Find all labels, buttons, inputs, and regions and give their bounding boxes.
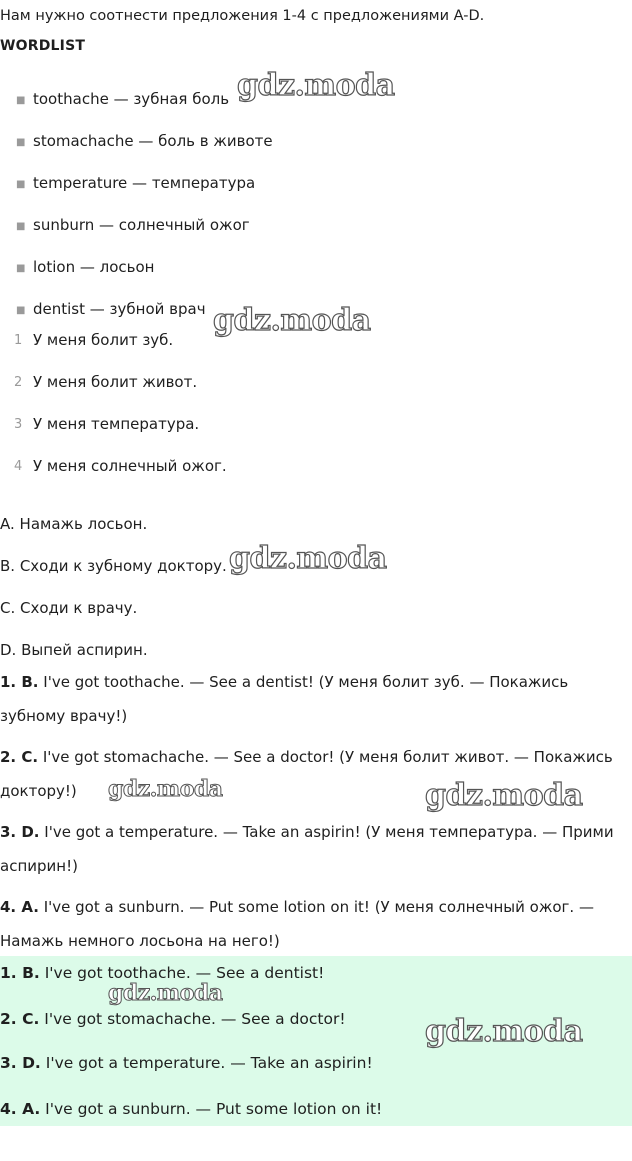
answer-key: 4. A. xyxy=(0,1100,41,1118)
answer-text: I've got a sunburn. — Put some lotion on it! (У меня солнечный ожог. — Намажь немного лосьона на него!) xyxy=(0,898,594,950)
list-item: У меня температура. xyxy=(33,415,200,433)
bullet-icon: ■ xyxy=(16,137,26,148)
final-answer-2 xyxy=(0,1010,346,1028)
list-number: 4 xyxy=(14,459,23,474)
answer-key: 1. B. xyxy=(0,673,39,691)
answer-key: 1. B. xyxy=(0,964,40,982)
option-c: C. Сходи к врачу. xyxy=(0,599,138,617)
bullet-icon: ■ xyxy=(16,95,26,106)
bullet-icon: ■ xyxy=(16,179,26,190)
watermark: gdz.moda xyxy=(425,778,583,813)
final-answer-4 xyxy=(0,1100,382,1118)
wordlist-item: stomachache — боль в животе xyxy=(33,132,273,150)
intro-text: Нам нужно соотнести предложения 1-4 с предложениями A-D. xyxy=(0,8,485,24)
wordlist-item: dentist — зубной врач xyxy=(33,300,206,318)
watermark: gdz.moda xyxy=(229,541,387,576)
watermark: gdz.moda xyxy=(213,303,371,338)
answer-key: 2. C. xyxy=(0,748,39,766)
bullet-icon: ■ xyxy=(16,221,26,232)
answer-text: I've got toothache. — See a dentist! xyxy=(39,964,325,982)
list-number: 3 xyxy=(14,417,23,432)
answer-3 xyxy=(0,815,628,883)
bullet-icon: ■ xyxy=(16,263,26,274)
answer-text: I've got stomachache. — See a doctor! xyxy=(39,1010,346,1028)
list-item: У меня солнечный ожог. xyxy=(33,457,227,475)
answer-key: 2. C. xyxy=(0,1010,40,1028)
option-d: D. Выпей аспирин. xyxy=(0,641,148,659)
answer-1 xyxy=(0,665,628,733)
list-number: 2 xyxy=(14,375,23,390)
wordlist-item: temperature — температура xyxy=(33,174,256,192)
watermark: gdz.moda xyxy=(425,1014,583,1049)
watermark: gdz.moda xyxy=(237,68,395,103)
watermark: gdz.moda xyxy=(108,776,223,802)
answer-key: 3. D. xyxy=(0,1054,41,1072)
list-number: 1 xyxy=(14,333,23,348)
wordlist-item: sunburn — солнечный ожог xyxy=(33,216,250,234)
answer-text: I've got toothache. — See a dentist! (У меня болит зуб. — Покажись зубному врачу!) xyxy=(0,673,569,725)
wordlist-item: lotion — лосьон xyxy=(33,258,155,276)
answer-text: I've got stomachache. — See a doctor! (У меня болит живот. — Покажись доктору!) xyxy=(0,748,613,800)
answer-text: I've got a temperature. — Take an aspirin! xyxy=(40,1054,373,1072)
option-b: B. Сходи к зубному доктору. xyxy=(0,557,227,575)
bullet-icon: ■ xyxy=(16,305,26,316)
answer-key: 4. A. xyxy=(0,898,39,916)
list-item: У меня болит зуб. xyxy=(33,331,174,349)
wordlist-item: toothache — зубная боль xyxy=(33,90,230,108)
answer-key: 3. D. xyxy=(0,823,40,841)
list-item: У меня болит живот. xyxy=(33,373,198,391)
answer-4 xyxy=(0,890,628,958)
watermark: gdz.moda xyxy=(108,980,223,1006)
answer-text: I've got a sunburn. — Put some lotion on it! xyxy=(40,1100,383,1118)
option-a: A. Намажь лосьон. xyxy=(0,515,148,533)
answer-text: I've got a temperature. — Take an aspirin! (У меня температура. — Прими аспирин!) xyxy=(0,823,614,875)
wordlist-title: WORDLIST xyxy=(0,38,86,54)
final-answer-3 xyxy=(0,1054,373,1072)
